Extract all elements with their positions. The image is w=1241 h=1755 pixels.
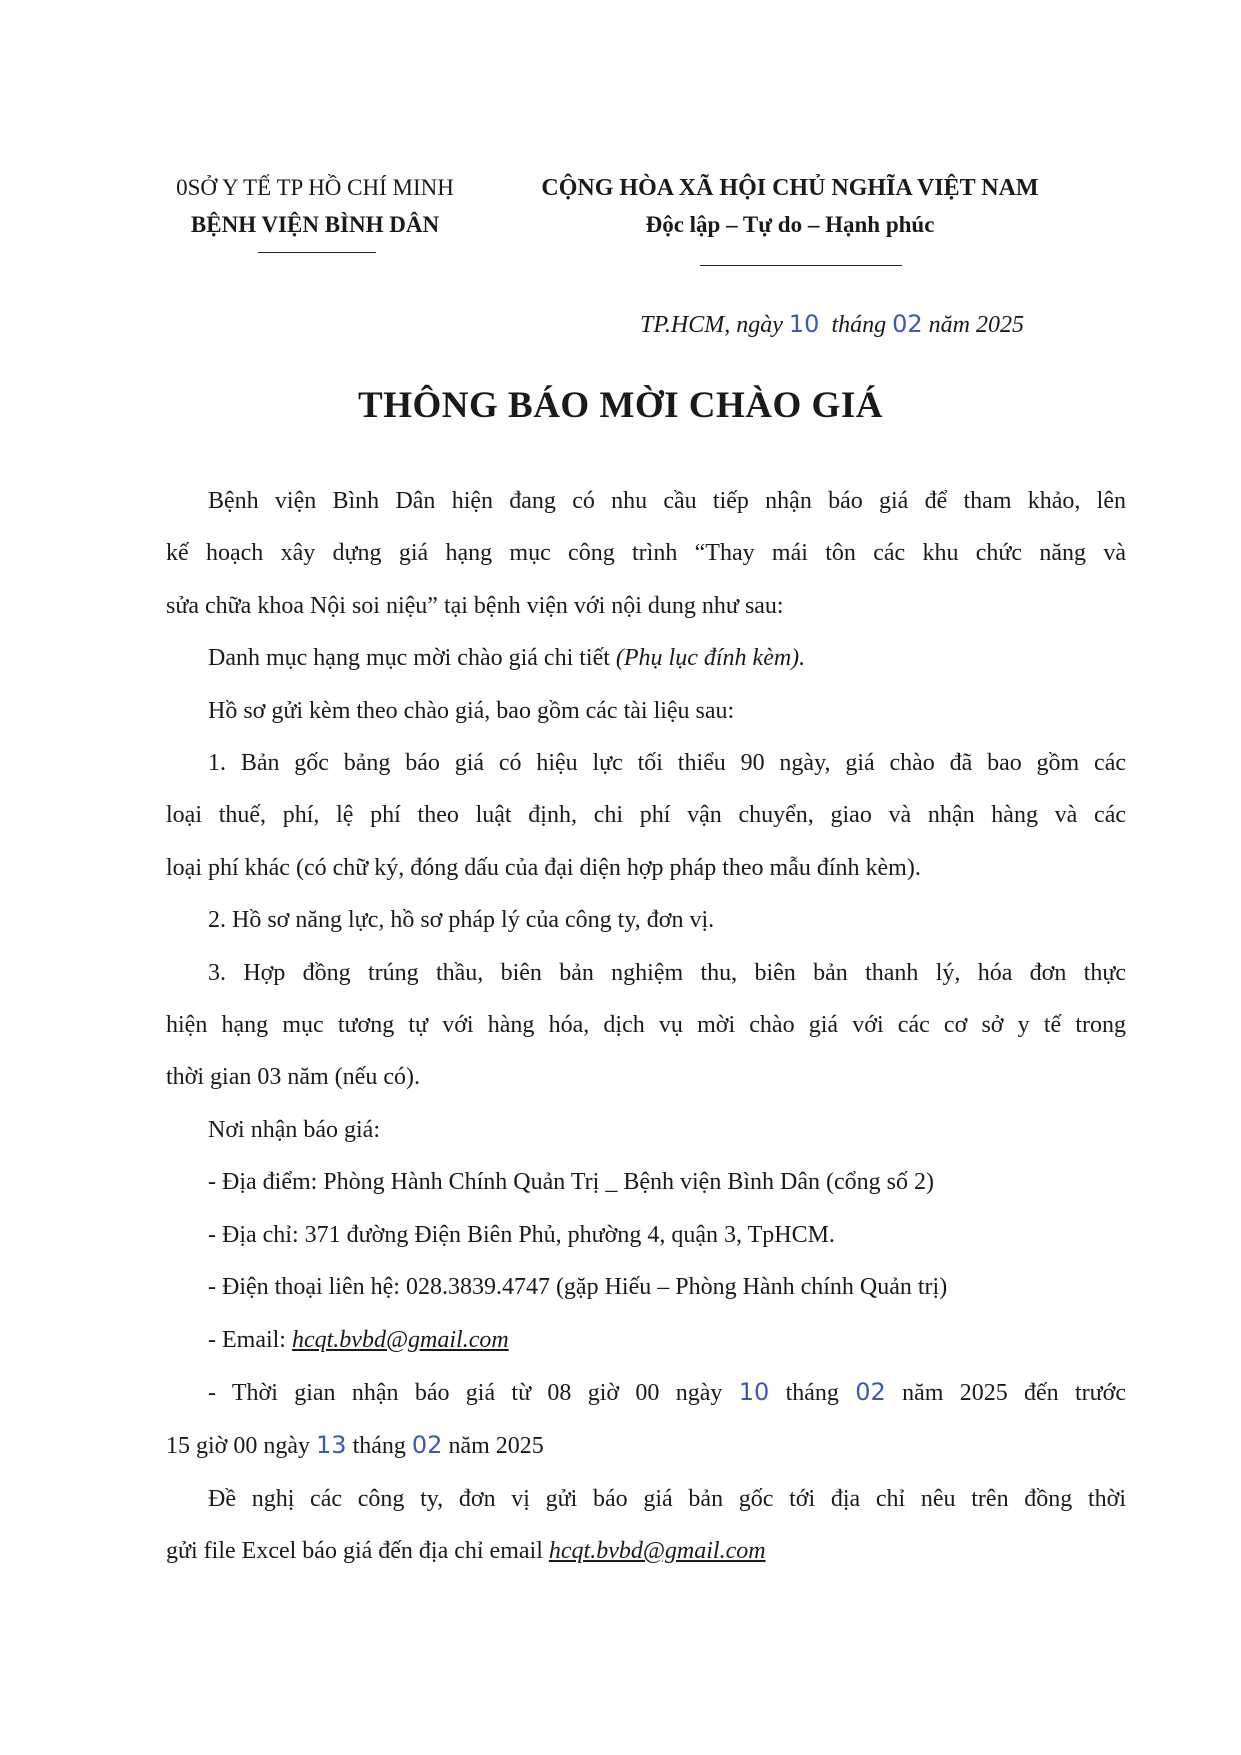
email-link[interactable]: hcqt.bvbd@gmail.com (291, 1326, 509, 1353)
handwritten-start-month: 02 (855, 1377, 886, 1406)
intro-line-3: sửa chữa khoa Nội soi niệu” tại bệnh viện với nội dung như sau: (166, 592, 784, 619)
month-label: tháng (831, 312, 887, 338)
phone-line: - Điện thoại liên hệ: 028.3839.4747 (gặp Hiếu – Phòng Hành chính Quản trị) (208, 1274, 948, 1301)
intro-line-2: kế hoạch xây dựng giá hạng mục công trình “Thay mái tôn các khu chức năng và (166, 540, 1126, 567)
catalog-line (166, 632, 1126, 684)
time-text-2: tháng (769, 1379, 856, 1406)
catalog-appendix: (Phụ lục đính kèm). (615, 645, 806, 672)
email-label: - Email: (208, 1326, 292, 1353)
request-email-link[interactable]: hcqt.bvbd@gmail.com (548, 1538, 766, 1565)
docs-heading: Hồ sơ gửi kèm theo chào giá, bao gồm các tài liệu sau: (208, 697, 735, 724)
time-text-5: tháng (346, 1433, 412, 1460)
item-3-line-1: 3. Hợp đồng trúng thầu, biên bản nghiệm thu, biên bản thanh lý, hóa đơn thực (208, 959, 1126, 986)
national-header (500, 172, 1080, 246)
item-1-line-3: loại phí khác (có chữ ký, đóng dấu của đại diện hợp pháp theo mẫu đính kèm). (166, 854, 921, 881)
item-1-line-2: loại thuế, phí, lệ phí theo luật định, chi phí vận chuyển, giao và nhận hàng và các (166, 802, 1126, 829)
item-3-line-3: thời gian 03 năm (nếu có). (166, 1064, 420, 1091)
year-label: năm 2025 (928, 312, 1025, 338)
handwritten-start-day: 10 (738, 1377, 770, 1406)
time-line-1 (166, 1366, 1126, 1419)
location-line: - Địa điểm: Phòng Hành Chính Quản Trị _ Bệnh viện Bình Dân (cổng số 2) (208, 1169, 934, 1196)
item-2: 2. Hồ sơ năng lực, hồ sơ pháp lý của công ty, đơn vị. (208, 907, 715, 934)
request-line-2 (166, 1525, 1126, 1577)
national-motto: Độc lập – Tự do – Hạnh phúc (645, 212, 935, 237)
handwritten-end-month: 02 (411, 1431, 443, 1460)
request-line-1: Đề nghị các công ty, đơn vị gửi báo giá bản gốc tới địa chỉ nêu trên đồng thời (208, 1485, 1126, 1512)
time-text-1: - Thời gian nhận báo giá từ 08 giờ 00 ngày (208, 1379, 739, 1406)
time-text-3: năm 2025 đến trước (885, 1379, 1126, 1406)
request-text: gửi file Excel báo giá đến địa chỉ email (166, 1538, 549, 1565)
handwritten-month: 02 (892, 310, 923, 338)
address-line: - Địa chỉ: 371 đường Điện Biên Phủ, phường 4, quận 3, TpHCM. (208, 1221, 835, 1248)
date-prefix: TP.HCM, ngày (640, 312, 783, 338)
email-line (166, 1314, 1126, 1366)
handwritten-end-day: 13 (316, 1431, 347, 1460)
republic-name: CỘNG HÒA XÃ HỘI CHỦ NGHĨA VIỆT NAM (541, 175, 1039, 201)
agency-name: 0SỞ Y TẾ TP HỒ CHÍ MINH (176, 175, 454, 200)
date-line (640, 308, 1090, 341)
document-body (166, 475, 1126, 1578)
receive-heading: Nơi nhận báo giá: (208, 1116, 380, 1143)
motto-underline (700, 265, 902, 266)
issuer-block (150, 172, 480, 246)
document-title: THÔNG BÁO MỜI CHÀO GIÁ (358, 385, 883, 426)
item-1-line-1: 1. Bản gốc bảng báo giá có hiệu lực tối thiểu 90 ngày, giá chào đã bao gồm các (208, 750, 1126, 777)
hospital-name: BỆNH VIỆN BÌNH DÂN (190, 212, 440, 237)
time-text-4: 15 giờ 00 ngày (166, 1433, 317, 1460)
time-line-2 (166, 1419, 1126, 1472)
time-text-6: năm 2025 (442, 1433, 544, 1460)
handwritten-day: 10 (788, 310, 820, 338)
item-3-line-2: hiện hạng mục tương tự với hàng hóa, dịch vụ mời chào giá với các cơ sở y tế trong (166, 1012, 1126, 1039)
issuer-underline (258, 252, 376, 253)
intro-line-1: Bệnh viện Bình Dân hiện đang có nhu cầu tiếp nhận báo giá để tham khảo, lên (208, 488, 1126, 514)
catalog-text: Danh mục hạng mục mời chào giá chi tiết (208, 645, 616, 672)
